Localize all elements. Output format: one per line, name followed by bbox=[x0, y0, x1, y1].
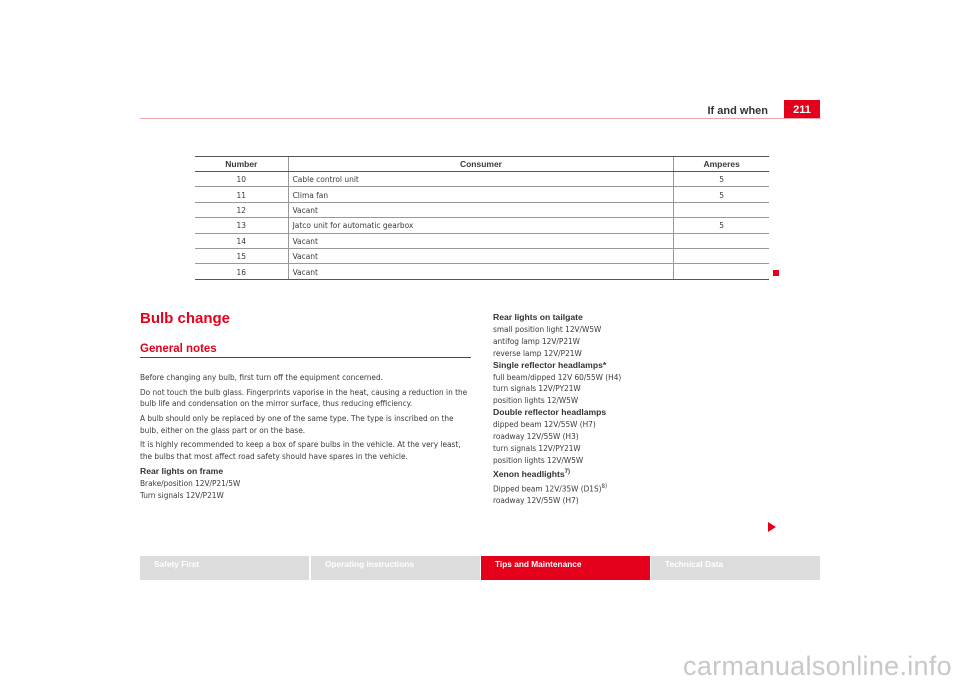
column-header-number: Number bbox=[195, 157, 288, 172]
cell-consumer: Cable control unit bbox=[288, 172, 674, 187]
bulb-spec-line: roadway 12V/55W (H7) bbox=[493, 495, 579, 506]
rear-frame-heading: Rear lights on frame bbox=[140, 465, 224, 476]
page-number-badge: 211 bbox=[784, 100, 820, 119]
section-title: Bulb change bbox=[140, 310, 231, 327]
nav-tab-tips-and-maintenance[interactable]: Tips and Maintenance bbox=[481, 556, 650, 580]
paragraph: Before changing any bulb, first turn off the equipment concerned. bbox=[140, 372, 383, 382]
cell-consumer: Jatco unit for automatic gearbox bbox=[288, 218, 674, 233]
table-row bbox=[195, 187, 769, 202]
bulb-spec-line: Turn signals 12V/P21W bbox=[140, 489, 224, 500]
table-row bbox=[195, 202, 769, 217]
cell-consumer: Vacant bbox=[288, 202, 674, 217]
bulb-spec-line: full beam/dipped 12V 60/55W (H4) bbox=[493, 371, 622, 382]
bulb-spec-line: roadway 12V/55W (H3) bbox=[493, 431, 579, 442]
cell-number: 14 bbox=[195, 233, 288, 248]
subtitle-divider bbox=[140, 357, 471, 358]
cell-consumer: Vacant bbox=[288, 233, 674, 248]
bulb-spec-line bbox=[493, 481, 793, 496]
table-row bbox=[195, 172, 769, 187]
cell-amperes bbox=[674, 248, 769, 263]
nav-tab-operating-instructions[interactable]: Operating instructions bbox=[311, 556, 480, 580]
cell-amperes bbox=[674, 233, 769, 248]
paragraph: Do not touch the bulb glass. Fingerprints vaporise in the heat, causing a reduction in the bulb life and condensation on the mirror surface, thus reducing efficiency. bbox=[140, 386, 468, 409]
table-row bbox=[195, 233, 769, 248]
section-end-marker bbox=[773, 270, 779, 276]
watermark: carmanualsonline.info bbox=[683, 651, 952, 681]
bulb-spec-line: turn signals 12V/PY21W bbox=[493, 442, 581, 453]
cell-amperes: 5 bbox=[674, 172, 769, 187]
paragraph: A bulb should only be replaced by one of the same type. The type is inscribed on the bulb, either on the glass part or on the base. bbox=[140, 412, 454, 435]
fuse-table bbox=[195, 156, 769, 280]
cell-number: 16 bbox=[195, 264, 288, 279]
cell-number: 13 bbox=[195, 218, 288, 233]
page-header-title: If and when bbox=[707, 105, 768, 117]
bulb-spec-line: position lights 12V/W5W bbox=[493, 454, 584, 465]
bulb-spec-line: small position light 12V/W5W bbox=[493, 323, 602, 334]
bulb-spec-line: antifog lamp 12V/P21W bbox=[493, 335, 580, 346]
cell-amperes bbox=[674, 264, 769, 279]
table-row bbox=[195, 248, 769, 263]
table-row bbox=[195, 264, 769, 279]
left-column bbox=[140, 372, 472, 501]
bulb-spec-line: reverse lamp 12V/P21W bbox=[493, 347, 582, 358]
cell-number: 10 bbox=[195, 172, 288, 187]
continue-arrow-icon[interactable] bbox=[768, 522, 776, 532]
paragraph: It is highly recommended to keep a box of spare bulbs in the vehicle. At the very least, the bulbs that most affect road safety should have spares in the vehicle. bbox=[140, 439, 461, 462]
footnote-ref: 8) bbox=[601, 482, 608, 490]
cell-amperes bbox=[674, 202, 769, 217]
bulb-spec-line: turn signals 12V/PY21W bbox=[493, 383, 581, 394]
cell-number: 15 bbox=[195, 248, 288, 263]
cell-number: 12 bbox=[195, 202, 288, 217]
cell-consumer: Vacant bbox=[288, 264, 674, 279]
rear-tailgate-heading: Rear lights on tailgate bbox=[493, 312, 583, 322]
nav-tab-technical-data[interactable]: Technical Data bbox=[651, 556, 820, 580]
xenon-heading bbox=[493, 467, 793, 481]
column-header-amperes: Amperes bbox=[674, 157, 769, 172]
header-divider bbox=[140, 118, 821, 119]
table-header-row bbox=[195, 157, 769, 172]
bulb-spec-line: position lights 12/W5W bbox=[493, 395, 579, 406]
bulb-spec-line: Brake/position 12V/P21/5W bbox=[140, 477, 241, 488]
column-header-consumer: Consumer bbox=[288, 157, 674, 172]
bulb-spec-text: Dipped beam 12V/35W (D1S) bbox=[493, 483, 602, 494]
right-column bbox=[493, 312, 793, 507]
bulb-spec-line: dipped beam 12V/55W (H7) bbox=[493, 419, 596, 430]
xenon-heading-text: Xenon headlights bbox=[493, 468, 565, 479]
section-subtitle: General notes bbox=[140, 343, 217, 355]
nav-tab-safety-first[interactable]: Safety First bbox=[140, 556, 309, 580]
cell-amperes: 5 bbox=[674, 187, 769, 202]
double-reflector-heading: Double reflector headlamps bbox=[493, 407, 607, 418]
footnote-ref: 7) bbox=[564, 468, 570, 475]
table-row bbox=[195, 218, 769, 233]
cell-amperes: 5 bbox=[674, 218, 769, 233]
cell-consumer: Clima fan bbox=[288, 187, 674, 202]
cell-number: 11 bbox=[195, 187, 288, 202]
cell-consumer: Vacant bbox=[288, 248, 674, 263]
single-reflector-heading: Single reflector headlamps* bbox=[493, 359, 607, 370]
